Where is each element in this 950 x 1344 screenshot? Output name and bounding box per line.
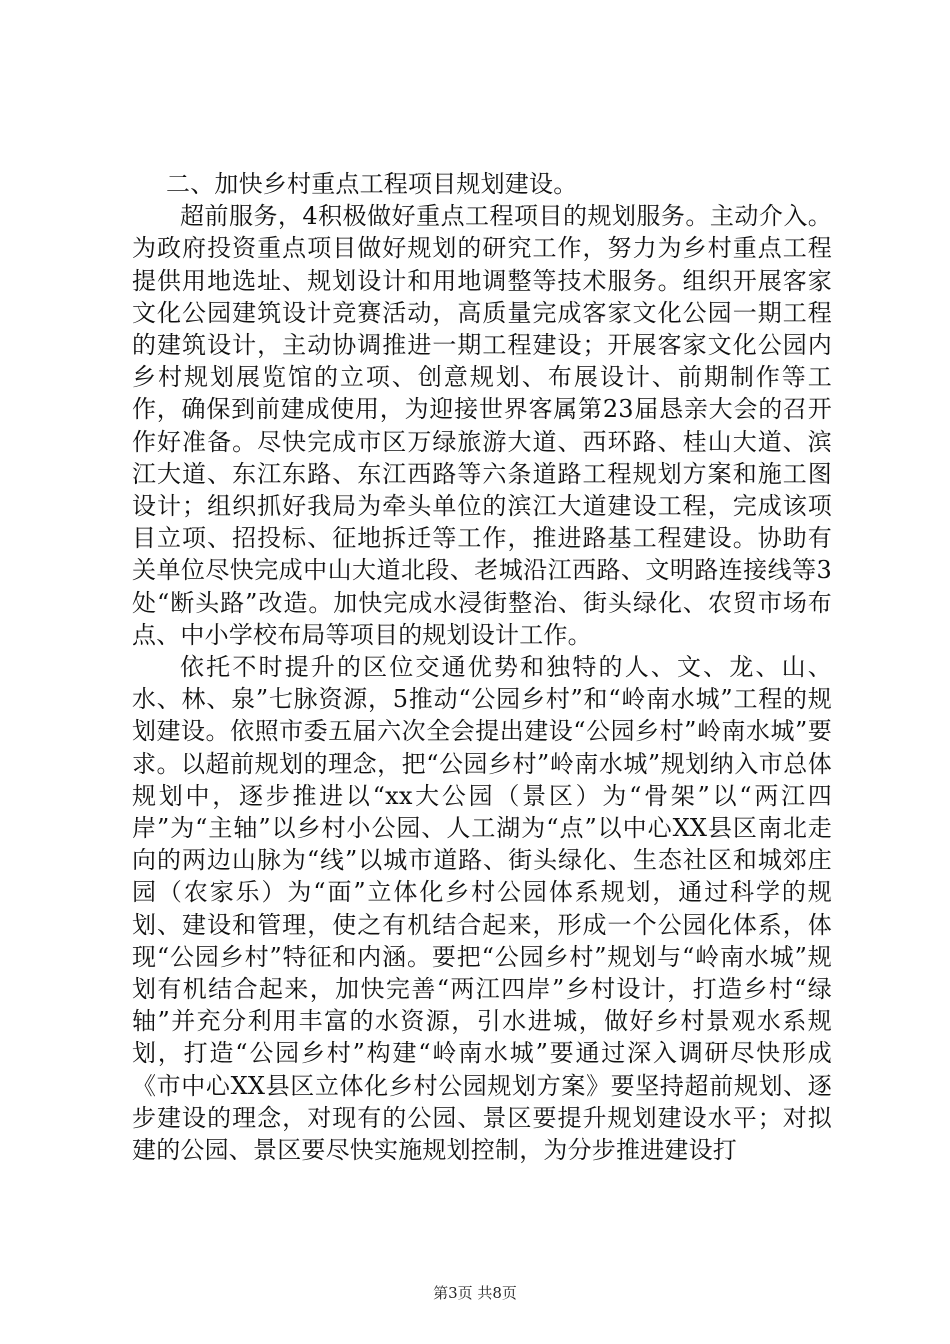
paragraph-key-projects: 超前服务，4积极做好重点工程项目的规划服务。主动介入。为政府投资重点项目做好规划的研究工作，努力为乡村重点工程提供用地选址、规划设计和用地调整等技术服务。组织开展客家文化公园建筑设计竞赛活动，高质量完成客家文化公园一期工程的建筑设计，主动协调推进一期工程建设；开展客家文化公园内乡村规划展览馆的立项、创意规划、布展设计、前期制作等工作，确保到前建成使用，为迎接世界客属第23届恳亲大会的召开作好准备。尽快完成市区万绿旅游大道、西环路、桂山大道、滨江大道、东江东路、东江西路等六条道路工程规划方案和施工图设计；组织抓好我局为牵头单位的滨江大道建设工程，完成该项目立项、招投标、征地拆迁等工作，推进路基工程建设。协助有关单位尽快完成中山大道北段、老城沿江西路、文明路连接线等3处“断头路”改造。加快完成水浸街整治、街头绿化、农贸市场布点、中小学校布局等项目的规划设计工作。: [132, 202, 832, 649]
document-body: [132, 168, 832, 1166]
paragraph-park-city: 依托不时提升的区位交通优势和独特的人、文、龙、山、水、林、泉”七脉资源，5推动“公园乡村”和“岭南水城”工程的规划建设。依照市委五届六次全会提出建设“公园乡村”岭南水城”要求。以超前规划的理念，把“公园乡村”岭南水城”规划纳入市总体规划中，逐步推进以“xx大公园（景区）为“骨架”以“两江四岸”为“主轴”以乡村小公园、人工湖为“点”以中心XX县区南北走向的两边山脉为“线”以城市道路、街头绿化、生态社区和城郊庄园（农家乐）为“面”立体化乡村公园体系规划，通过科学的规划、建设和管理，使之有机结合起来，形成一个公园化体系，体现“公园乡村”特征和内涵。要把“公园乡村”规划与“岭南水城”规划有机结合起来，加快完善“两江四岸”乡村设计，打造乡村“绿轴”并充分利用丰富的水资源，引水进城，做好乡村景观水系规划，打造“公园乡村”构建“岭南水城”要通过深入调研尽快形成《市中心XX县区立体化乡村公园规划方案》要坚持超前规划、逐步建设的理念，对现有的公园、景区要提升规划建设水平；对拟建的公园、景区要尽快实施规划控制，为分步推进建设打: [132, 653, 832, 1165]
page-number-footer: 第3页 共8页: [433, 1284, 517, 1302]
section-heading: 二、加快乡村重点工程项目规划建设。: [166, 170, 578, 198]
